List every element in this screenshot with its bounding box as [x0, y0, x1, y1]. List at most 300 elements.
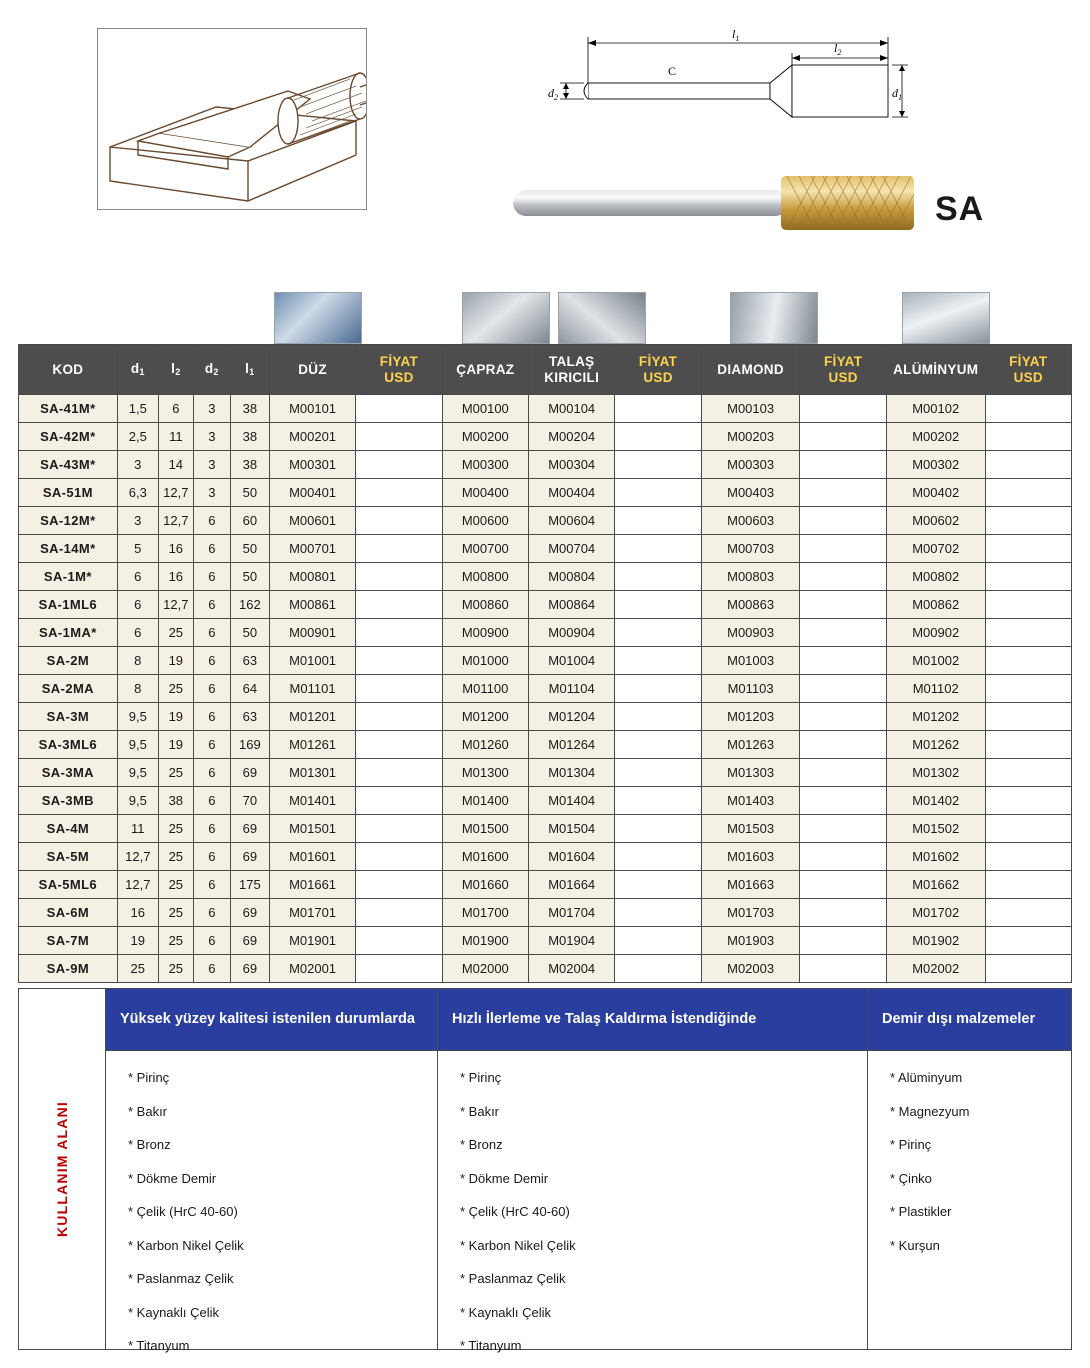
cell-d2: 6 — [193, 563, 230, 591]
cell-fiyat-1 — [356, 787, 442, 815]
col-header-d2: $d_2$ — [193, 345, 230, 395]
usage-list-item: * Bakır — [128, 1103, 168, 1119]
usage-list-item: * Dökme Demir — [460, 1170, 549, 1186]
dim-label-l1: $l_1$ — [732, 27, 740, 43]
cell-aluminyum: M01262 — [886, 731, 985, 759]
cell-fiyat-1 — [356, 535, 442, 563]
table-row — [19, 563, 1072, 591]
table-row — [19, 815, 1072, 843]
usage-column-2 — [438, 989, 868, 1353]
diamond-swatch — [730, 292, 818, 344]
usage-column-3-list — [868, 1051, 1071, 1349]
table-row — [19, 731, 1072, 759]
technical-dimension-drawing — [540, 25, 910, 160]
cell-diamond: M00703 — [701, 535, 800, 563]
usage-list-item: * Pirinç — [890, 1137, 932, 1152]
cell-fiyat-2 — [615, 955, 701, 983]
cell-d1: 9,5 — [117, 731, 158, 759]
cell-aluminyum: M00402 — [886, 479, 985, 507]
cell-d1: 12,7 — [117, 871, 158, 899]
cell-duz: M01001 — [269, 647, 355, 675]
table-row — [19, 591, 1072, 619]
cell-fiyat-2 — [615, 507, 701, 535]
cell-fiyat-2 — [615, 787, 701, 815]
cell-talas-kiricili: M00204 — [529, 423, 615, 451]
cell-capraz: M00700 — [442, 535, 528, 563]
col-header-fiyat-3: FİYAT USD — [800, 345, 886, 395]
cell-fiyat-3 — [800, 927, 886, 955]
cell-l2: 19 — [158, 731, 193, 759]
cell-fiyat-4 — [985, 787, 1071, 815]
cell-fiyat-4 — [985, 451, 1071, 479]
cell-fiyat-2 — [615, 423, 701, 451]
cell-capraz: M00100 — [442, 395, 528, 423]
table-row — [19, 927, 1072, 955]
table-row — [19, 647, 1072, 675]
table-row — [19, 759, 1072, 787]
cell-fiyat-1 — [356, 591, 442, 619]
cell-fiyat-2 — [615, 871, 701, 899]
cell-fiyat-3 — [800, 787, 886, 815]
cell-talas-kiricili: M01904 — [529, 927, 615, 955]
dim-label-c: C — [668, 64, 677, 78]
cell-l2: 6 — [158, 395, 193, 423]
cell-capraz: M00860 — [442, 591, 528, 619]
cell-fiyat-2 — [615, 479, 701, 507]
usage-list-item: * Pirinç — [460, 1070, 502, 1085]
cell-fiyat-3 — [800, 675, 886, 703]
usage-column-1 — [106, 989, 438, 1353]
col-header-diamond: DIAMOND — [701, 345, 800, 395]
cell-aluminyum: M00862 — [886, 591, 985, 619]
usage-area-section — [18, 988, 1072, 1353]
cell-capraz: M01000 — [442, 647, 528, 675]
top-illustration-area — [0, 0, 1090, 280]
usage-area-side-label — [19, 989, 106, 1349]
dim-label-d2: $d_2$ — [548, 86, 558, 102]
application-illustration-box — [97, 28, 367, 210]
cell-fiyat-3 — [800, 731, 886, 759]
usage-list-item: * Bronz — [460, 1137, 503, 1152]
usage-list-item: * Plastikler — [890, 1204, 952, 1219]
cell-l1: 162 — [230, 591, 269, 619]
cell-l2: 25 — [158, 815, 193, 843]
table-row — [19, 675, 1072, 703]
cell-fiyat-4 — [985, 759, 1071, 787]
cell-fiyat-2 — [615, 591, 701, 619]
cell-d1: 3 — [117, 507, 158, 535]
cell-fiyat-1 — [356, 479, 442, 507]
cell-talas-kiricili: M00404 — [529, 479, 615, 507]
cell-fiyat-2 — [615, 619, 701, 647]
cell-kod: SA-51M — [19, 479, 118, 507]
cell-l1: 169 — [230, 731, 269, 759]
table-row — [19, 451, 1072, 479]
cell-duz: M01101 — [269, 675, 355, 703]
cell-d2: 3 — [193, 451, 230, 479]
cell-capraz: M00800 — [442, 563, 528, 591]
cell-fiyat-1 — [356, 675, 442, 703]
cell-fiyat-2 — [615, 815, 701, 843]
cell-capraz: M01260 — [442, 731, 528, 759]
cell-l1: 50 — [230, 535, 269, 563]
cell-talas-kiricili: M01004 — [529, 647, 615, 675]
table-body — [19, 395, 1072, 983]
cell-fiyat-3 — [800, 759, 886, 787]
table-row — [19, 619, 1072, 647]
cell-fiyat-3 — [800, 423, 886, 451]
cell-fiyat-3 — [800, 507, 886, 535]
cell-duz: M01601 — [269, 843, 355, 871]
cell-fiyat-3 — [800, 563, 886, 591]
cell-l2: 25 — [158, 899, 193, 927]
col-header-capraz: ÇAPRAZ — [442, 345, 528, 395]
cell-kod: SA-43M* — [19, 451, 118, 479]
cell-fiyat-1 — [356, 619, 442, 647]
cell-d1: 6 — [117, 591, 158, 619]
cell-capraz: M01660 — [442, 871, 528, 899]
cell-diamond: M00203 — [701, 423, 800, 451]
cell-fiyat-3 — [800, 591, 886, 619]
cell-d2: 6 — [193, 535, 230, 563]
cell-kod: SA-4M — [19, 815, 118, 843]
cell-kod: SA-2MA — [19, 675, 118, 703]
cell-talas-kiricili: M00904 — [529, 619, 615, 647]
cell-diamond: M00303 — [701, 451, 800, 479]
cell-aluminyum: M01102 — [886, 675, 985, 703]
cell-fiyat-1 — [356, 703, 442, 731]
usage-list-item: * Magnezyum — [890, 1103, 970, 1119]
cell-fiyat-4 — [985, 843, 1071, 871]
cell-fiyat-3 — [800, 815, 886, 843]
cell-talas-kiricili: M01664 — [529, 871, 615, 899]
cell-diamond: M01603 — [701, 843, 800, 871]
cell-duz: M01201 — [269, 703, 355, 731]
cell-talas-kiricili: M01304 — [529, 759, 615, 787]
cell-d2: 6 — [193, 591, 230, 619]
cell-d2: 6 — [193, 619, 230, 647]
cell-diamond: M01103 — [701, 675, 800, 703]
cell-fiyat-4 — [985, 479, 1071, 507]
cell-fiyat-1 — [356, 815, 442, 843]
cell-fiyat-2 — [615, 731, 701, 759]
cell-fiyat-1 — [356, 927, 442, 955]
col-header-fiyat-1: FİYAT USD — [356, 345, 442, 395]
cell-talas-kiricili: M01404 — [529, 787, 615, 815]
cell-diamond: M00863 — [701, 591, 800, 619]
cell-l1: 38 — [230, 451, 269, 479]
cell-duz: M00101 — [269, 395, 355, 423]
cell-l2: 16 — [158, 535, 193, 563]
cell-l1: 69 — [230, 927, 269, 955]
cell-fiyat-1 — [356, 423, 442, 451]
cell-d1: 6,3 — [117, 479, 158, 507]
cell-aluminyum: M01302 — [886, 759, 985, 787]
cell-diamond: M01003 — [701, 647, 800, 675]
cell-kod: SA-3M — [19, 703, 118, 731]
cell-duz: M00901 — [269, 619, 355, 647]
cell-d2: 6 — [193, 787, 230, 815]
cell-l1: 69 — [230, 843, 269, 871]
cell-capraz: M01900 — [442, 927, 528, 955]
cell-diamond: M01403 — [701, 787, 800, 815]
cell-l2: 25 — [158, 955, 193, 983]
cell-d2: 6 — [193, 759, 230, 787]
cell-d1: 9,5 — [117, 703, 158, 731]
cell-diamond: M00103 — [701, 395, 800, 423]
cell-talas-kiricili: M00604 — [529, 507, 615, 535]
cell-fiyat-3 — [800, 535, 886, 563]
usage-column-3-title: Demir dışı malzemeler — [868, 989, 1071, 1051]
cell-l1: 38 — [230, 423, 269, 451]
cell-kod: SA-3ML6 — [19, 731, 118, 759]
cell-capraz: M00900 — [442, 619, 528, 647]
cell-fiyat-4 — [985, 535, 1071, 563]
cell-aluminyum: M01702 — [886, 899, 985, 927]
cell-d1: 12,7 — [117, 843, 158, 871]
cell-l2: 25 — [158, 619, 193, 647]
cell-talas-kiricili: M00104 — [529, 395, 615, 423]
cell-d2: 6 — [193, 815, 230, 843]
table-row — [19, 423, 1072, 451]
cell-duz: M02001 — [269, 955, 355, 983]
cell-fiyat-4 — [985, 703, 1071, 731]
cell-l2: 12,7 — [158, 591, 193, 619]
cell-capraz: M01100 — [442, 675, 528, 703]
cell-kod: SA-1M* — [19, 563, 118, 591]
table-row — [19, 703, 1072, 731]
cell-fiyat-1 — [356, 507, 442, 535]
cell-kod: SA-1MA* — [19, 619, 118, 647]
cell-d2: 6 — [193, 871, 230, 899]
cell-diamond: M01303 — [701, 759, 800, 787]
cell-l1: 175 — [230, 871, 269, 899]
usage-list-item: * Çelik (HrC 40-60) — [128, 1204, 238, 1219]
cell-d1: 1,5 — [117, 395, 158, 423]
cell-l2: 16 — [158, 563, 193, 591]
cell-l1: 69 — [230, 955, 269, 983]
cell-aluminyum: M00102 — [886, 395, 985, 423]
cell-d1: 16 — [117, 899, 158, 927]
usage-list-item: * Kaynaklı Çelik — [128, 1304, 220, 1320]
cell-capraz: M01500 — [442, 815, 528, 843]
cell-l1: 50 — [230, 479, 269, 507]
cell-capraz: M00200 — [442, 423, 528, 451]
cell-fiyat-1 — [356, 731, 442, 759]
col-header-fiyat-2: FİYAT USD — [615, 345, 701, 395]
cell-fiyat-1 — [356, 871, 442, 899]
cell-d1: 11 — [117, 815, 158, 843]
col-header-aluminyum: ALÜMİNYUM — [886, 345, 985, 395]
cell-fiyat-2 — [615, 563, 701, 591]
cell-fiyat-1 — [356, 955, 442, 983]
usage-column-2-title: Hızlı İlerleme ve Talaş Kaldırma İstendiğinde — [438, 989, 867, 1051]
cell-d2: 6 — [193, 927, 230, 955]
table-row — [19, 899, 1072, 927]
cell-d2: 6 — [193, 647, 230, 675]
cell-capraz: M02000 — [442, 955, 528, 983]
usage-column-1-title: Yüksek yüzey kalitesi istenilen durumlarda — [106, 989, 437, 1051]
cell-d1: 6 — [117, 563, 158, 591]
dim-label-l2: $l_2$ — [834, 41, 842, 57]
cell-fiyat-1 — [356, 563, 442, 591]
cell-kod: SA-5M — [19, 843, 118, 871]
cell-l2: 25 — [158, 759, 193, 787]
usage-column-3 — [868, 989, 1071, 1349]
cell-fiyat-2 — [615, 451, 701, 479]
cell-talas-kiricili: M00704 — [529, 535, 615, 563]
cell-fiyat-2 — [615, 647, 701, 675]
cell-aluminyum: M01002 — [886, 647, 985, 675]
cell-fiyat-4 — [985, 647, 1071, 675]
cell-fiyat-2 — [615, 703, 701, 731]
table-row — [19, 843, 1072, 871]
cell-l2: 25 — [158, 927, 193, 955]
cell-kod: SA-1ML6 — [19, 591, 118, 619]
col-header-talas-kiricili: TALAŞ KIRICILI — [529, 345, 615, 395]
usage-list-item: * Titanyum — [460, 1338, 522, 1353]
cell-diamond: M00603 — [701, 507, 800, 535]
cell-aluminyum: M01402 — [886, 787, 985, 815]
cell-diamond: M00803 — [701, 563, 800, 591]
usage-list-item: * Çelik (HrC 40-60) — [460, 1204, 570, 1219]
cell-fiyat-2 — [615, 843, 701, 871]
cell-l1: 69 — [230, 759, 269, 787]
cell-fiyat-3 — [800, 395, 886, 423]
usage-list-item: * Paslanmaz Çelik — [460, 1271, 566, 1286]
cell-kod: SA-6M — [19, 899, 118, 927]
cell-fiyat-3 — [800, 843, 886, 871]
cell-capraz: M01600 — [442, 843, 528, 871]
cell-diamond: M01203 — [701, 703, 800, 731]
cell-fiyat-4 — [985, 395, 1071, 423]
cell-talas-kiricili: M01704 — [529, 899, 615, 927]
cell-capraz: M00600 — [442, 507, 528, 535]
cell-fiyat-4 — [985, 619, 1071, 647]
usage-column-1-list — [106, 1051, 437, 1363]
usage-list-item: * Kaynaklı Çelik — [460, 1304, 552, 1320]
cell-fiyat-2 — [615, 675, 701, 703]
cell-fiyat-4 — [985, 955, 1071, 983]
table-row — [19, 395, 1072, 423]
col-header-kod: KOD — [19, 345, 118, 395]
usage-list-item: * Kurşun — [890, 1237, 940, 1253]
usage-list-item: * Alüminyum — [890, 1070, 963, 1085]
cell-capraz: M01700 — [442, 899, 528, 927]
cell-talas-kiricili: M00864 — [529, 591, 615, 619]
cell-aluminyum: M01202 — [886, 703, 985, 731]
cell-d2: 6 — [193, 507, 230, 535]
usage-list-item: * Bakır — [460, 1103, 500, 1119]
application-illustration — [98, 29, 366, 209]
cell-talas-kiricili: M01264 — [529, 731, 615, 759]
cell-kod: SA-7M — [19, 927, 118, 955]
usage-list-item: * Paslanmaz Çelik — [128, 1271, 234, 1286]
cell-fiyat-4 — [985, 675, 1071, 703]
cell-kod: SA-2M — [19, 647, 118, 675]
cell-fiyat-4 — [985, 871, 1071, 899]
cell-fiyat-3 — [800, 703, 886, 731]
cell-duz: M01701 — [269, 899, 355, 927]
cell-d2: 6 — [193, 703, 230, 731]
cell-diamond: M01663 — [701, 871, 800, 899]
cell-kod: SA-5ML6 — [19, 871, 118, 899]
cell-fiyat-2 — [615, 535, 701, 563]
cell-fiyat-4 — [985, 927, 1071, 955]
cell-aluminyum: M00602 — [886, 507, 985, 535]
table-row — [19, 955, 1072, 983]
cell-aluminyum: M00902 — [886, 619, 985, 647]
cell-kod: SA-14M* — [19, 535, 118, 563]
cell-l1: 50 — [230, 619, 269, 647]
cell-kod: SA-12M* — [19, 507, 118, 535]
cell-l2: 14 — [158, 451, 193, 479]
cell-l1: 64 — [230, 675, 269, 703]
cell-fiyat-3 — [800, 619, 886, 647]
cell-d2: 3 — [193, 423, 230, 451]
cell-fiyat-1 — [356, 647, 442, 675]
cell-l1: 69 — [230, 815, 269, 843]
cell-d2: 6 — [193, 899, 230, 927]
cell-d1: 6 — [117, 619, 158, 647]
cell-l2: 19 — [158, 647, 193, 675]
col-header-l1: $l_1$ — [230, 345, 269, 395]
cell-fiyat-3 — [800, 479, 886, 507]
cell-l2: 25 — [158, 675, 193, 703]
table-row — [19, 507, 1072, 535]
cell-aluminyum: M00702 — [886, 535, 985, 563]
cell-l1: 63 — [230, 647, 269, 675]
cell-d1: 5 — [117, 535, 158, 563]
cell-talas-kiricili: M00304 — [529, 451, 615, 479]
cell-fiyat-1 — [356, 451, 442, 479]
col-header-d1: $d_1$ — [117, 345, 158, 395]
usage-list-item: * Karbon Nikel Çelik — [128, 1237, 244, 1253]
cell-fiyat-2 — [615, 927, 701, 955]
cell-talas-kiricili: M01104 — [529, 675, 615, 703]
duz-swatch — [274, 292, 362, 344]
cell-aluminyum: M00202 — [886, 423, 985, 451]
cell-fiyat-2 — [615, 395, 701, 423]
cell-duz: M00301 — [269, 451, 355, 479]
cell-l1: 60 — [230, 507, 269, 535]
table-row — [19, 787, 1072, 815]
cell-aluminyum: M00802 — [886, 563, 985, 591]
cell-fiyat-4 — [985, 815, 1071, 843]
cell-d2: 3 — [193, 479, 230, 507]
cell-duz: M00701 — [269, 535, 355, 563]
cell-duz: M01501 — [269, 815, 355, 843]
cell-duz: M01401 — [269, 787, 355, 815]
cell-talas-kiricili: M01604 — [529, 843, 615, 871]
cell-diamond: M01703 — [701, 899, 800, 927]
cell-diamond: M02003 — [701, 955, 800, 983]
cell-fiyat-1 — [356, 899, 442, 927]
cell-aluminyum: M01662 — [886, 871, 985, 899]
cell-l1: 69 — [230, 899, 269, 927]
col-header-fiyat-4: FİYAT USD — [985, 345, 1071, 395]
cell-d1: 9,5 — [117, 787, 158, 815]
cell-fiyat-3 — [800, 647, 886, 675]
cell-fiyat-4 — [985, 507, 1071, 535]
cell-talas-kiricili: M01204 — [529, 703, 615, 731]
table-row — [19, 871, 1072, 899]
cell-kod: SA-41M* — [19, 395, 118, 423]
cell-l1: 70 — [230, 787, 269, 815]
cell-talas-kiricili: M00804 — [529, 563, 615, 591]
cell-fiyat-2 — [615, 759, 701, 787]
cell-d2: 6 — [193, 731, 230, 759]
